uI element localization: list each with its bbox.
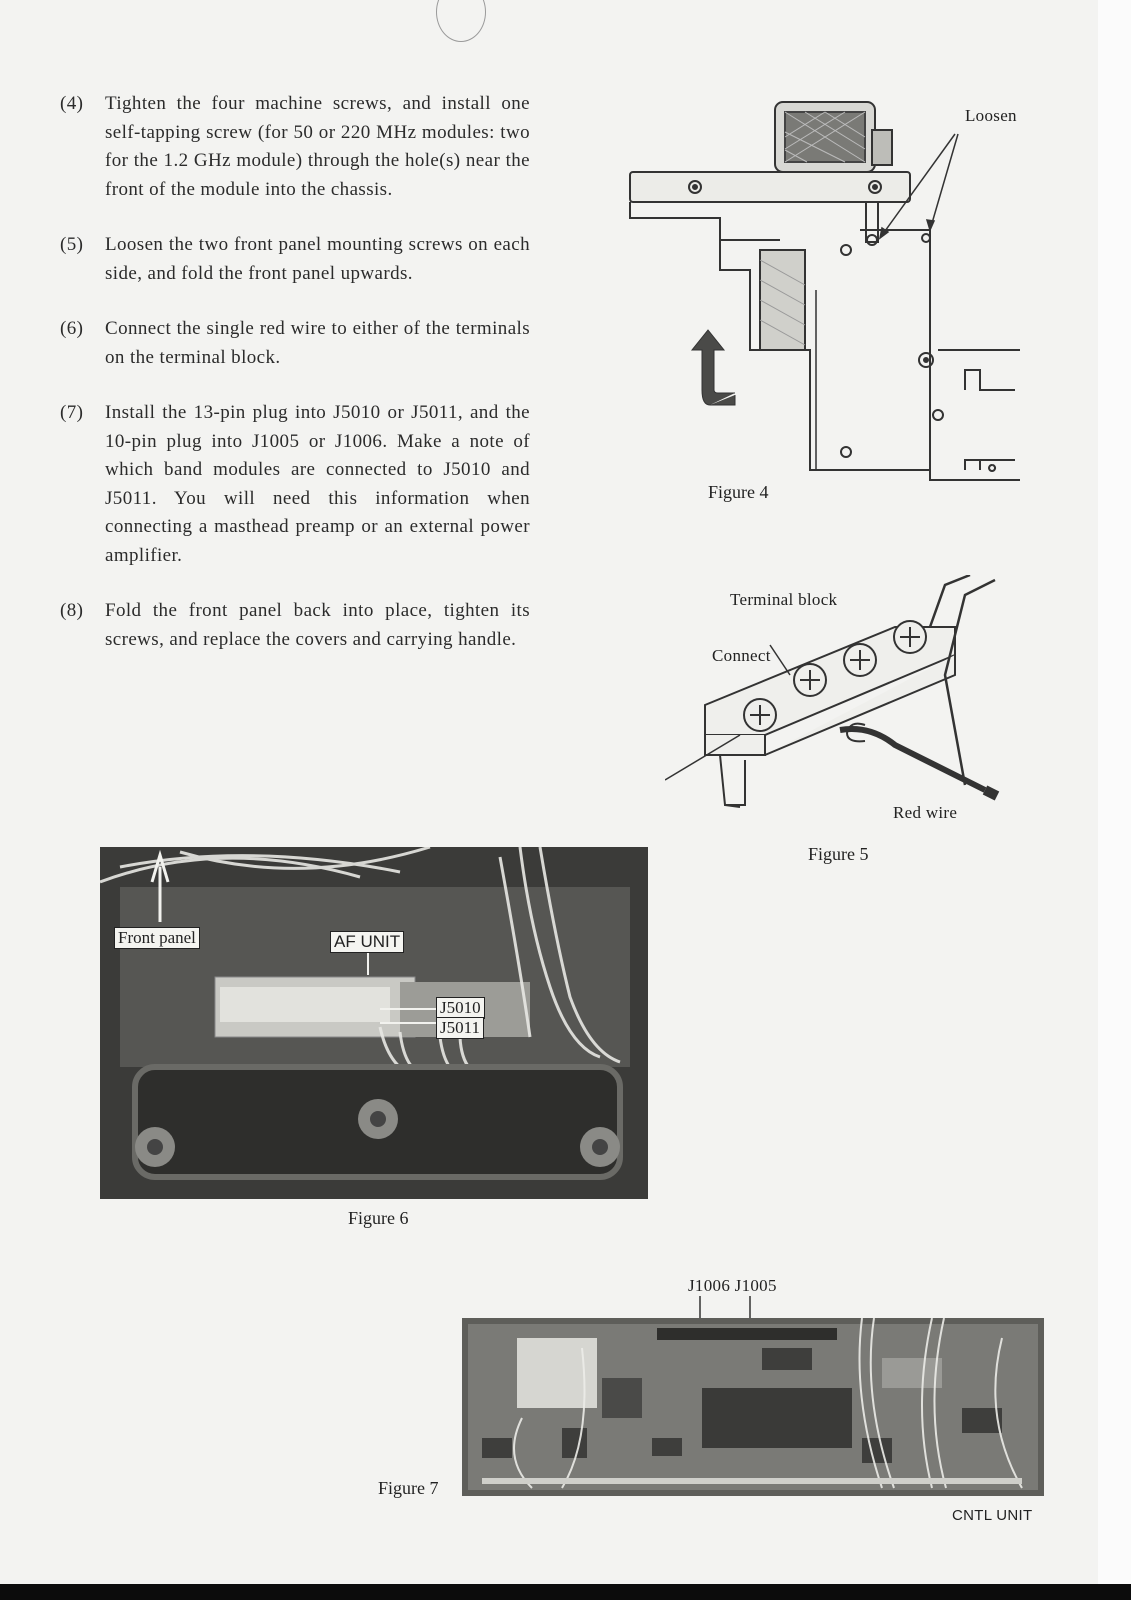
figure-5-drawing <box>665 575 1030 825</box>
step-5 <box>60 231 530 288</box>
step-text: Fold the front panel back into place, tighten its screws, and replace the covers and carrying handle. <box>105 600 530 650</box>
j5010-label: J5010 <box>436 997 485 1019</box>
step-number: (6) <box>60 318 84 339</box>
step-number: (7) <box>60 402 84 423</box>
j5011-label: J5011 <box>436 1017 484 1039</box>
step-8 <box>60 597 530 654</box>
connect-label: Connect <box>712 646 771 665</box>
figure-4-drawing <box>620 90 1040 510</box>
step-number: (5) <box>60 234 84 255</box>
connector-labels: J1006 J1005 <box>688 1276 777 1295</box>
figure-7-photo <box>462 1318 1044 1496</box>
figure-6-caption: Figure 6 <box>348 1208 409 1228</box>
red-wire-label: Red wire <box>893 803 958 822</box>
step-number: (4) <box>60 93 84 114</box>
cntl-unit-label: CNTL UNIT <box>952 1507 1033 1524</box>
step-text: Connect the single red wire to either of the terminals on the terminal block. <box>105 318 530 368</box>
figure-5-caption: Figure 5 <box>808 844 869 864</box>
chassis-photo-illustration <box>100 847 648 1199</box>
front-panel-label: Front panel <box>114 927 200 949</box>
loosen-label: Loosen <box>965 106 1017 125</box>
step-text: Tighten the four machine screws, and install one self-tapping screw (for 50 or 220 MHz modules: two for the 1.2 GHz module) through the hole(s) near the front of the module into the chassis. <box>105 93 530 200</box>
step-number: (8) <box>60 600 84 621</box>
step-7 <box>60 399 530 570</box>
figure-7-caption: Figure 7 <box>378 1478 439 1498</box>
step-text: Loosen the two front panel mounting screws on each side, and fold the front panel upwards. <box>105 234 530 284</box>
step-4 <box>60 90 530 204</box>
figure-6-photo <box>100 847 648 1199</box>
connector-leaders <box>690 1296 790 1320</box>
board-photo-illustration <box>462 1318 1044 1496</box>
af-unit-label: AF UNIT <box>330 931 404 953</box>
figure-4-caption: Figure 4 <box>708 482 769 502</box>
instruction-steps <box>60 90 530 681</box>
step-6 <box>60 315 530 372</box>
page-edge <box>1098 0 1131 1600</box>
step-text: Install the 13-pin plug into J5010 or J5011, and the 10-pin plug into J1005 or J1006. Make a note of which band modules are connected to J5010 and J5011. You will need this information when connecting a masthead preamp or an external power amplifier. <box>105 402 530 566</box>
punch-hole <box>436 0 486 42</box>
bottom-edge <box>0 1584 1131 1600</box>
terminal-block-label: Terminal block <box>730 590 838 609</box>
